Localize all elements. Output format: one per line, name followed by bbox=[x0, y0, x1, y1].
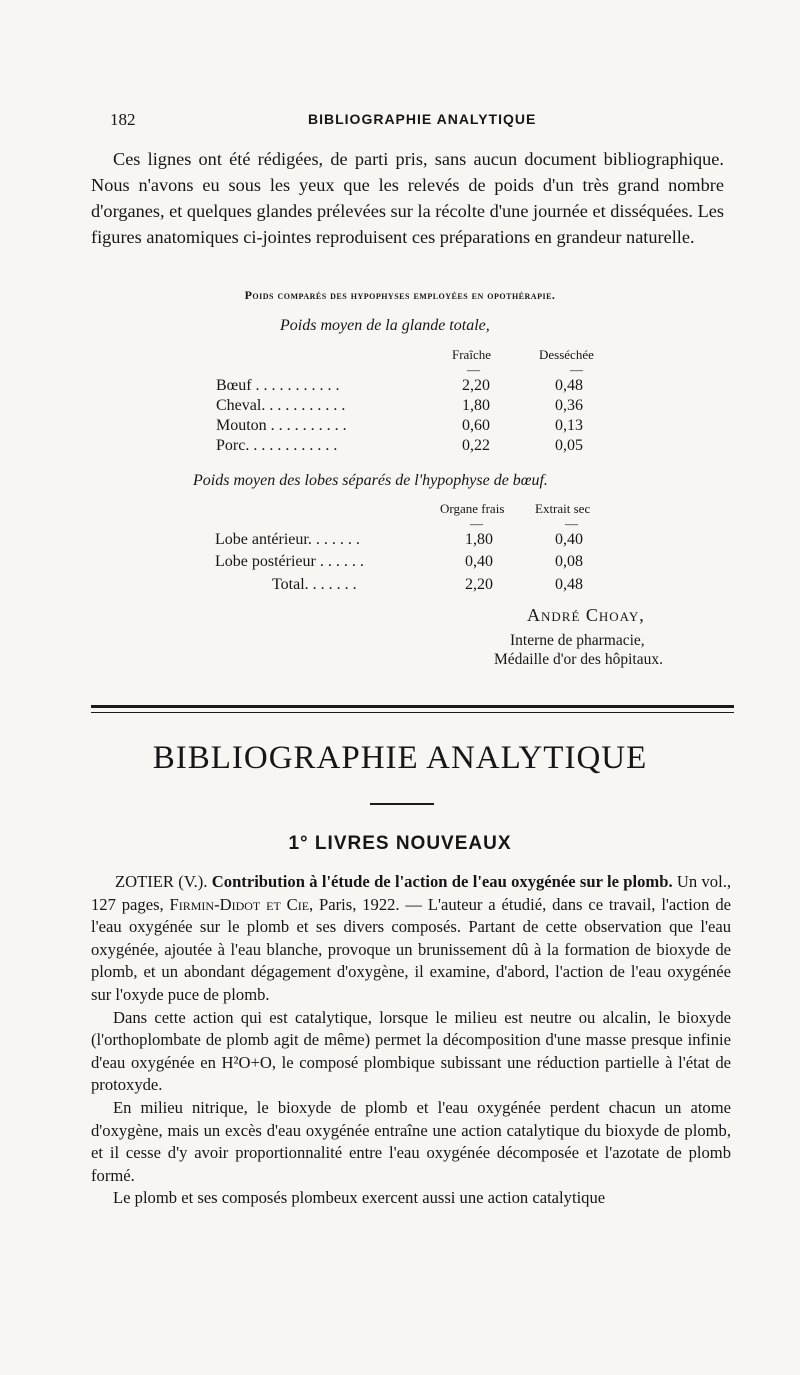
section-divider-thick bbox=[91, 705, 734, 708]
table1-row-value: 1,80 bbox=[462, 397, 490, 414]
table2-col2-header: Extrait sec bbox=[535, 501, 591, 516]
table1-col1-header: Fraîche bbox=[452, 347, 491, 362]
table2-row-value: 0,40 bbox=[555, 531, 583, 548]
title-underline bbox=[370, 803, 434, 805]
table2-total-value: 2,20 bbox=[465, 576, 493, 593]
table1-row-value: 0,05 bbox=[555, 437, 583, 454]
entry-paragraph: Dans cette action qui est catalytique, lorsque le milieu est neutre ou alcalin, le bioxyde (l'orthoplombate de plomb agit de même) permet la décomposition d'une masse presque infinie d'eau oxygénée en H²O+O, le composé plombique subissant une réduction partielle à l'état de protoxyde. bbox=[91, 1007, 731, 1095]
table1-col2-header: Desséchée bbox=[539, 347, 594, 362]
table2-row-value: 1,80 bbox=[465, 531, 493, 548]
running-title: BIBLIOGRAPHIE ANALYTIQUE bbox=[308, 111, 537, 127]
table2-total-value: 0,48 bbox=[555, 576, 583, 593]
table1-row-value: 2,20 bbox=[462, 377, 490, 394]
table1-row-value: 0,60 bbox=[462, 417, 490, 434]
table1-col2-dash: — bbox=[570, 362, 583, 377]
entry-pub-start: Un vol., 127 pages, bbox=[91, 872, 732, 914]
entry-paragraph bbox=[91, 871, 731, 1007]
table1-col1-dash: — bbox=[467, 362, 480, 377]
table2-col1-dash: — bbox=[470, 516, 483, 531]
table1-row-label: Porc. . . . . . . . . . . . bbox=[216, 437, 338, 454]
table1-row-value: 0,48 bbox=[555, 377, 583, 394]
section-divider-thin bbox=[91, 712, 734, 713]
table1-row-value: 0,22 bbox=[462, 437, 490, 454]
table2-row-label: Lobe antérieur. . . . . . . bbox=[215, 531, 360, 548]
entry-pub-end: , Paris, 1922. — L'auteur a étudié, dans ce travail, l'action de l'eau oxygénée sur le plomb et ses divers composés. Partant de cette observation que l'eau oxygénée, ajoutée à l'eau blanche, provoque un brunissement dû à la formation de bioxyde de plomb, et un abondant dégagement d'oxygène, il examine, d'abord, l'action de l'eau oxygénée sur l'oxyde puce de plomb. bbox=[91, 894, 731, 1004]
entry-author: ZOTIER (V.). bbox=[115, 872, 208, 891]
entry-title: Contribution à l'étude de l'action de l'eau oxygénée sur le plomb. bbox=[211, 872, 673, 891]
table2-col1-header: Organe frais bbox=[440, 501, 505, 516]
table2-total-label: Total. . . . . . . bbox=[272, 576, 357, 593]
table2-col2-dash: — bbox=[565, 516, 578, 531]
table1-title: Poids comparés des hypophyses employées en opothérapie. bbox=[244, 288, 556, 302]
table1-row-value: 0,36 bbox=[555, 397, 583, 414]
author-honor: Médaille d'or des hôpitaux. bbox=[494, 651, 663, 668]
table2-row-label: Lobe postérieur . . . . . . bbox=[215, 553, 364, 570]
page-number: 182 bbox=[110, 110, 136, 129]
table1-row-label: Cheval. . . . . . . . . . . bbox=[216, 397, 346, 414]
table1-subtitle: Poids moyen de la glande totale, bbox=[280, 317, 490, 334]
section-subtitle: 1° LIVRES NOUVEAUX bbox=[288, 833, 512, 854]
table2-row-value: 0,40 bbox=[465, 553, 493, 570]
table2-subtitle: Poids moyen des lobes séparés de l'hypophyse de bœuf. bbox=[193, 472, 548, 489]
table1-row-label: Mouton . . . . . . . . . . bbox=[216, 417, 347, 434]
author-title: Interne de pharmacie, bbox=[510, 632, 645, 649]
table2-row-value: 0,08 bbox=[555, 553, 583, 570]
intro-paragraph: Ces lignes ont été rédigées, de parti pris, sans aucun document bibliographique. Nous n'avons eu sous les yeux que les relevés de poids d'un très grand nombre d'organes, et quelques glandes prélevées sur la récolte d'une journée et disséquées. Les figures anatomiques ci-jointes reproduisent ces préparations en grandeur naturelle. bbox=[91, 149, 724, 247]
table1-row-value: 0,13 bbox=[555, 417, 583, 434]
entry-paragraph: En milieu nitrique, le bioxyde de plomb et l'eau oxygénée perdent chacun un atome d'oxygène, mais un excès d'eau oxygénée entraîne une action catalytique du bioxyde de plomb, et il cesse d'y avoir proportionnalité entre l'eau oxygénée décomposée et l'azotate de plomb formé. bbox=[91, 1097, 731, 1185]
author-signature: André Choay, bbox=[527, 605, 645, 625]
table1-row-label: Bœuf . . . . . . . . . . . bbox=[216, 377, 340, 394]
entry-paragraph: Le plomb et ses composés plombeux exercent aussi une action catalytique bbox=[113, 1188, 606, 1208]
section-title: BIBLIOGRAPHIE ANALYTIQUE bbox=[152, 740, 648, 776]
bibliography-entry bbox=[91, 871, 731, 1210]
entry-publisher: Firmin-Didot et Cie bbox=[169, 894, 310, 914]
